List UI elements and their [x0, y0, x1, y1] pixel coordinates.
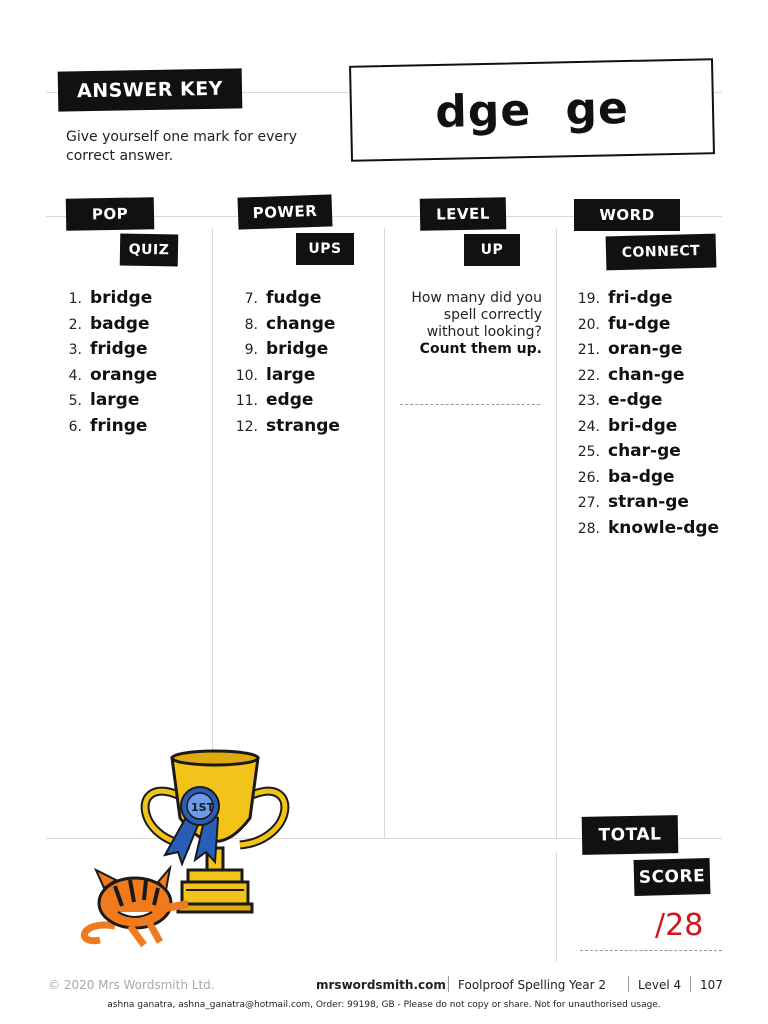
- list-item: [568, 314, 719, 340]
- answer-word: knowle-dge: [608, 517, 720, 538]
- word-tag: [574, 199, 680, 231]
- answer-word: fudge: [266, 288, 322, 308]
- list-item: [568, 518, 719, 544]
- item-number: 2.: [68, 316, 82, 333]
- list-item: [228, 365, 340, 391]
- list-item: [568, 339, 719, 365]
- quiz-tag: [120, 233, 179, 266]
- answer-key-tag: [58, 68, 243, 111]
- answer-word: orange: [90, 364, 158, 385]
- level-label: Level 4: [638, 978, 682, 992]
- list-item: [62, 339, 157, 365]
- answer-word: edge: [266, 390, 314, 410]
- list-item: [568, 467, 719, 493]
- list-item: [568, 441, 719, 467]
- book-title: Foolproof Spelling Year 2: [458, 978, 607, 992]
- answer-word: large: [266, 364, 316, 385]
- item-number: 8.: [244, 316, 258, 333]
- answer-word: bridge: [90, 288, 153, 308]
- answer-key-label: ANSWER KEY: [76, 77, 224, 103]
- item-number: 25.: [577, 444, 600, 460]
- answer-word: fu-dge: [608, 313, 671, 334]
- quiz-label: QUIZ: [128, 241, 170, 259]
- tiger-icon: [84, 868, 188, 945]
- list-item: [62, 365, 157, 391]
- level-tag: [420, 197, 507, 230]
- page-number: 107: [700, 978, 723, 992]
- list-item: [228, 416, 340, 442]
- total-label: TOTAL: [598, 824, 662, 846]
- footer-separator: [448, 976, 449, 992]
- level-up-prompt: [392, 290, 542, 358]
- score-tag: [634, 858, 711, 896]
- power-label: POWER: [252, 201, 318, 223]
- site-link[interactable]: mrswordsmith.com: [316, 978, 446, 992]
- answer-word: chan-ge: [608, 364, 685, 385]
- level-label: LEVEL: [435, 204, 491, 224]
- connect-tag: [606, 234, 717, 271]
- item-number: 1.: [68, 291, 82, 307]
- level-up-answer-line: [400, 404, 540, 405]
- list-item: [568, 288, 719, 314]
- item-number: 4.: [68, 367, 82, 384]
- list-item: [62, 314, 157, 340]
- column-divider-3: [556, 228, 557, 838]
- list-item: [62, 390, 157, 416]
- list-item: [228, 339, 340, 365]
- column-divider-2: [384, 228, 385, 838]
- ups-label: UPS: [308, 241, 342, 257]
- level-up-question: How many did you spell correctly without looking?: [411, 290, 542, 340]
- word-label: WORD: [599, 206, 655, 224]
- total-divider: [556, 852, 557, 962]
- page-title: dge ge: [434, 82, 630, 138]
- item-number: 20.: [577, 316, 600, 333]
- copyright: © 2020 Mrs Wordsmith Ltd.: [48, 978, 215, 992]
- ups-tag: [296, 233, 354, 265]
- connect-label: CONNECT: [621, 242, 701, 262]
- answer-word: fringe: [90, 415, 148, 436]
- pop-label: POP: [91, 204, 129, 224]
- license-notice: ashna ganatra, ashna_ganatra@hotmail.com, Order: 99198, GB - Please do not copy or share. Not for unauthorised usage.: [107, 1000, 661, 1010]
- item-number: 5.: [68, 393, 82, 409]
- item-number: 28.: [577, 520, 600, 537]
- list-item: [228, 288, 340, 314]
- answer-word: strange: [266, 415, 340, 436]
- list-item: [228, 390, 340, 416]
- item-number: 6.: [68, 418, 82, 435]
- answer-word: bri-dge: [608, 415, 678, 436]
- score-answer-line: [580, 950, 722, 951]
- item-number: 19.: [577, 291, 600, 307]
- answer-word: large: [90, 390, 140, 410]
- score-label: SCORE: [638, 866, 706, 888]
- item-number: 7.: [244, 291, 258, 307]
- item-number: 26.: [577, 469, 600, 486]
- item-number: 3.: [68, 342, 82, 358]
- list-item: [568, 492, 719, 518]
- pop-tag: [66, 197, 155, 231]
- item-number: 24.: [577, 418, 600, 435]
- total-tag: [582, 815, 679, 855]
- up-label: UP: [480, 242, 504, 258]
- list-item: [62, 288, 157, 314]
- item-number: 27.: [577, 495, 600, 511]
- item-number: 22.: [577, 367, 600, 384]
- answer-word: badge: [90, 313, 150, 334]
- word-connect-list: [568, 288, 719, 543]
- list-item: [62, 416, 157, 442]
- item-number: 23.: [577, 393, 600, 409]
- answer-word: char-ge: [608, 441, 681, 461]
- item-number: 11.: [235, 393, 258, 409]
- ribbon-icon: [165, 787, 219, 864]
- answer-word: bridge: [266, 339, 329, 359]
- list-item: [568, 416, 719, 442]
- up-tag: [464, 234, 520, 266]
- footer-separator: [628, 976, 629, 992]
- answer-word: stran-ge: [608, 492, 689, 512]
- item-number: 10.: [235, 367, 258, 384]
- answer-word: ba-dge: [608, 466, 675, 487]
- total-score-denominator: /28: [655, 908, 704, 943]
- item-number: 21.: [577, 342, 600, 358]
- intro-text: Give yourself one mark for every correct answer.: [66, 129, 298, 164]
- answer-word: e-dge: [608, 390, 663, 410]
- ribbon-text: 1ST: [191, 801, 215, 814]
- level-up-instruction: Count them up.: [419, 341, 542, 357]
- answer-word: change: [266, 313, 336, 334]
- item-number: 12.: [235, 418, 258, 435]
- title-box: [349, 58, 715, 162]
- answer-word: fri-dge: [608, 288, 673, 308]
- item-number: 9.: [244, 342, 258, 358]
- pop-quiz-list: [62, 288, 157, 441]
- trophy-tiger-illustration: [60, 740, 300, 955]
- answer-word: oran-ge: [608, 339, 683, 359]
- power-tag: [237, 194, 332, 229]
- list-item: [228, 314, 340, 340]
- answer-word: fridge: [90, 339, 148, 359]
- list-item: [568, 365, 719, 391]
- list-item: [568, 390, 719, 416]
- power-ups-list: [228, 288, 340, 441]
- footer-separator: [690, 976, 691, 992]
